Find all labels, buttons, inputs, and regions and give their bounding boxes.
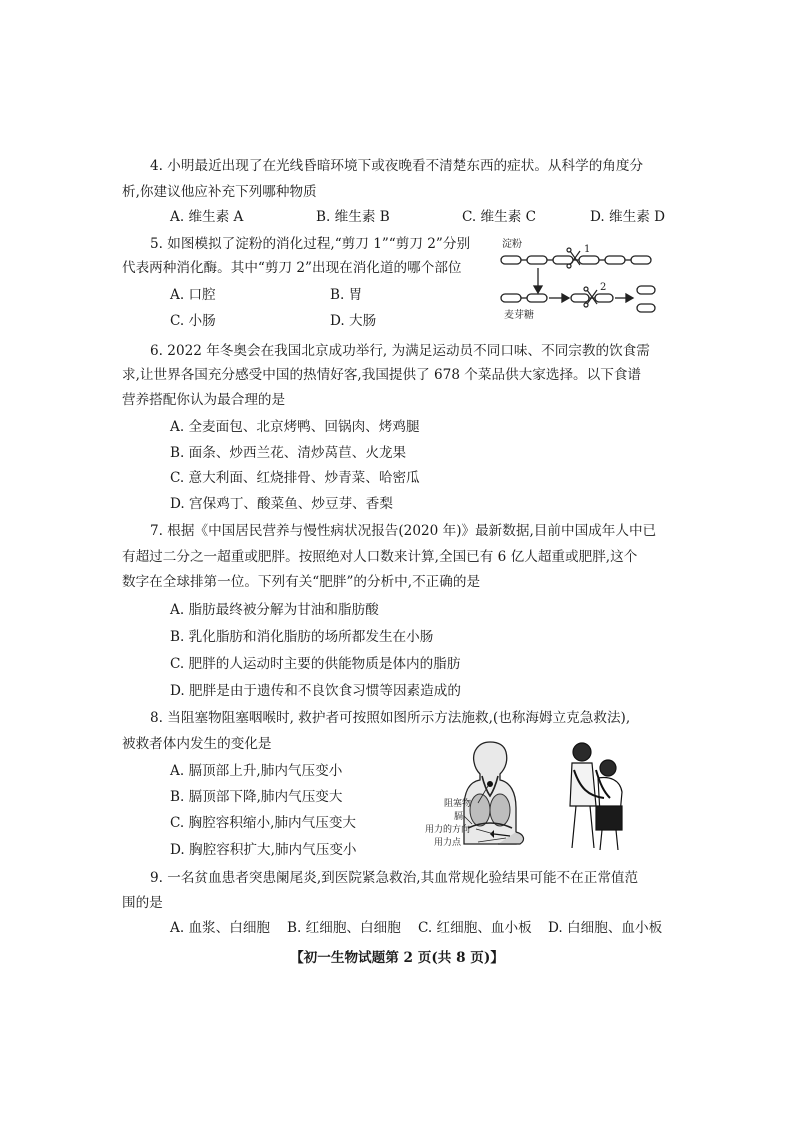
q8-stem-line1: 8. 当阻塞物阻塞咽喉时, 救护者可按照如图所示方法施救,(也称海姆立克急救法), xyxy=(150,710,631,726)
q6-option-d: D. 宫保鸡丁、酸菜鱼、炒豆芽、香梨 xyxy=(170,496,393,512)
down-arrow-icon xyxy=(534,268,542,293)
starch-label: 淀粉 xyxy=(502,239,522,250)
obstruction-label: 阻塞物 xyxy=(444,799,472,809)
torso-cross-section-icon xyxy=(464,742,523,844)
q5-option-a: A. 口腔 xyxy=(170,287,216,303)
q6-stem-line2: 求,让世界各国充分感受中国的热情好客,我国提供了 678 个菜品供大家选择。以下食谱 xyxy=(122,367,642,383)
q9-option-c: C. 红细胞、血小板 xyxy=(418,920,532,936)
q8-option-b: B. 膈顶部下降,肺内气压变大 xyxy=(170,789,343,805)
q4-stem-line2: 析,你建议他应补充下列哪种物质 xyxy=(122,184,317,200)
q5-option-d: D. 大肠 xyxy=(330,313,377,329)
q6-option-b: B. 面条、炒西兰花、清炒莴苣、火龙果 xyxy=(170,445,407,461)
q4-stem-line1: 4. 小明最近出现了在光线昏暗环境下或夜晚看不清楚东西的症状。从科学的角度分 xyxy=(150,158,644,174)
q7-stem-line2: 有超过二分之一超重或肥胖。按照绝对人口数来计算,全国已有 6 亿人超重或肥胖,这个 xyxy=(122,549,638,565)
q8-stem-line2: 被救者体内发生的变化是 xyxy=(122,736,272,752)
force-direction-label: 用力的方向 xyxy=(425,825,471,835)
q5-stem-line2: 代表两种消化酶。其中“剪刀 2”出现在消化道的哪个部位 xyxy=(122,260,462,276)
scissors-1-icon xyxy=(567,248,580,268)
diaphragm-label: 膈 xyxy=(454,812,464,822)
q8-option-a: A. 膈顶部上升,肺内气压变小 xyxy=(170,763,343,779)
q4-option-c: C. 维生素 C xyxy=(462,209,537,225)
q8-option-c: C. 胸腔容积缩小,肺内气压变大 xyxy=(170,815,357,831)
q6-option-a: A. 全麦面包、北京烤鸭、回锅肉、烤鸡腿 xyxy=(170,419,420,435)
q9-option-b: B. 红细胞、白细胞 xyxy=(287,920,401,936)
q5-option-c: C. 小肠 xyxy=(170,313,216,329)
glucose-molecules-icon xyxy=(637,286,655,312)
scissors-1-label: 1 xyxy=(584,244,591,255)
q5-stem-line1: 5. 如图模拟了淀粉的消化过程,“剪刀 1”“剪刀 2”分别 xyxy=(150,236,471,252)
q9-option-a: A. 血浆、白细胞 xyxy=(170,920,271,936)
starch-digestion-diagram xyxy=(496,232,666,324)
rescuer-and-victim-icon xyxy=(570,743,622,850)
q7-option-d: D. 肥胖是由于遗传和不良饮食习惯等因素造成的 xyxy=(170,683,461,699)
q6-stem-line3: 营养搭配你认为最合理的是 xyxy=(122,392,286,408)
q9-option-d: D. 白细胞、血小板 xyxy=(548,920,663,936)
q4-option-a: A. 维生素 A xyxy=(170,209,244,225)
q9-stem-line1: 9. 一名贫血患者突患阑尾炎,到医院紧急救治,其血常规化验结果可能不在正常值范 xyxy=(150,870,639,886)
q7-stem-line1: 7. 根据《中国居民营养与慢性病状况报告(2020 年)》最新数据,目前中国成年人中已 xyxy=(150,523,657,539)
scissors-2-label: 2 xyxy=(600,282,607,293)
q4-option-d: D. 维生素 D xyxy=(590,209,666,225)
q4-option-b: B. 维生素 B xyxy=(316,209,390,225)
q6-option-c: C. 意大利面、红烧排骨、炒青菜、哈密瓜 xyxy=(170,470,420,486)
q9-stem-line2: 围的是 xyxy=(122,895,163,911)
maltose-label: 麦芽糖 xyxy=(504,310,534,321)
q7-option-a: A. 脂肪最终被分解为甘油和脂肪酸 xyxy=(170,602,379,618)
force-point-label: 用力点 xyxy=(434,838,462,848)
q7-option-c: C. 肥胖的人运动时主要的供能物质是体内的脂肪 xyxy=(170,656,461,672)
heimlich-maneuver-figure xyxy=(420,736,638,854)
q6-stem-line1: 6. 2022 年冬奥会在我国北京成功举行, 为满足运动员不同口味、不同宗教的饮食需 xyxy=(150,343,650,359)
q5-option-b: B. 胃 xyxy=(330,287,363,303)
q7-option-b: B. 乳化脂肪和消化脂肪的场所都发生在小肠 xyxy=(170,629,434,645)
page-footer: 【初一生物试题第 2 页(共 8 页)】 xyxy=(290,950,504,966)
q7-stem-line3: 数字在全球排第一位。下列有关“肥胖”的分析中,不正确的是 xyxy=(122,574,481,590)
q8-option-d: D. 胸腔容积扩大,肺内气压变小 xyxy=(170,842,357,858)
